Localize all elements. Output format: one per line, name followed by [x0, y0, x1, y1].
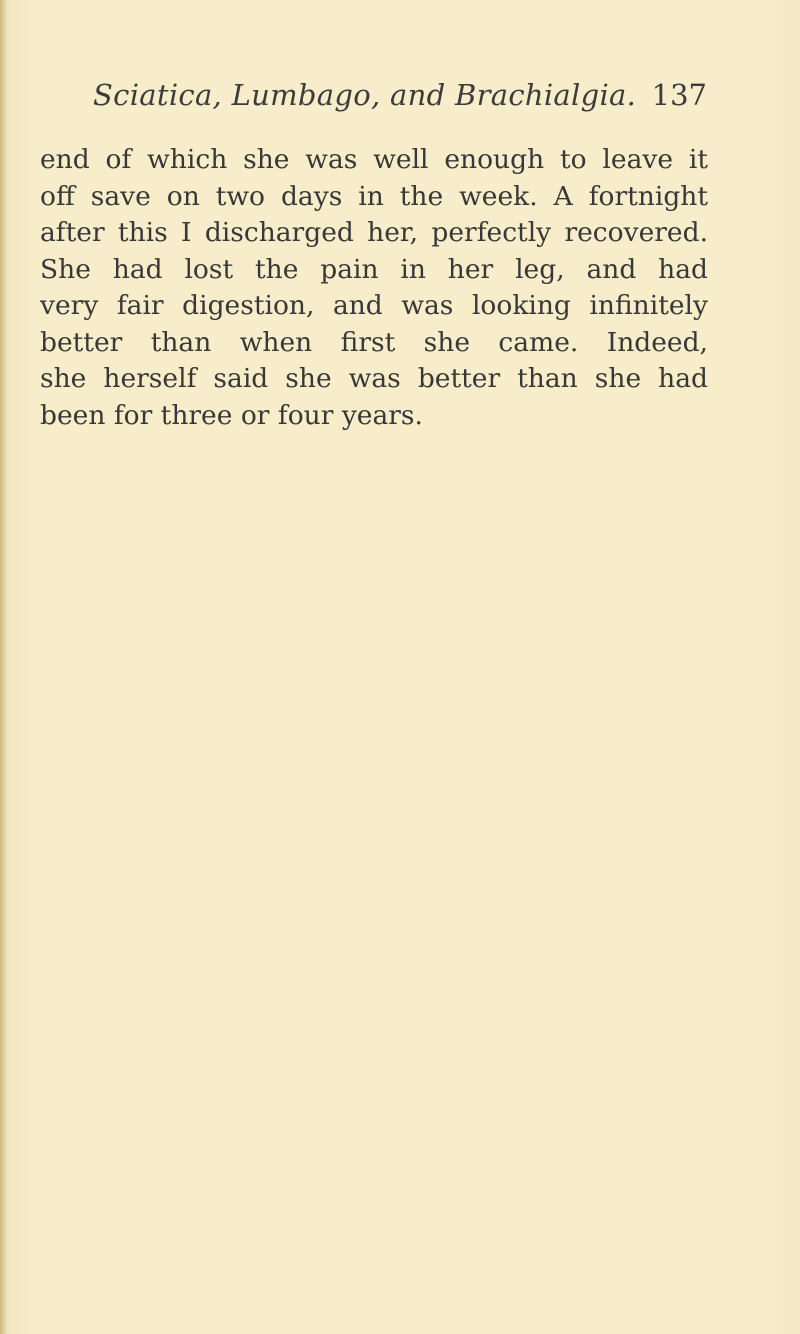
- running-head: [93, 78, 707, 118]
- text-line: better than when first she came. Indeed,: [40, 326, 708, 358]
- text-line: after this I discharged her, perfectly recovered.: [40, 217, 708, 248]
- text-line: very fair digestion, and was looking infinitely: [40, 290, 708, 321]
- text-line: off save on two days in the week. A fortnight: [40, 180, 708, 212]
- page-number: 137: [651, 78, 707, 112]
- running-title: Sciatica, Lumbago, and Brachialgia.: [93, 78, 637, 112]
- body-paragraph: [40, 142, 708, 434]
- binding-edge: [0, 0, 6, 1334]
- text-line: end of which she was well enough to leave it: [40, 144, 708, 175]
- text-line: been for three or four years.: [40, 399, 423, 431]
- text-line: she herself said she was better than she had: [40, 363, 708, 394]
- text-line: She had lost the pain in her leg, and had: [40, 253, 708, 285]
